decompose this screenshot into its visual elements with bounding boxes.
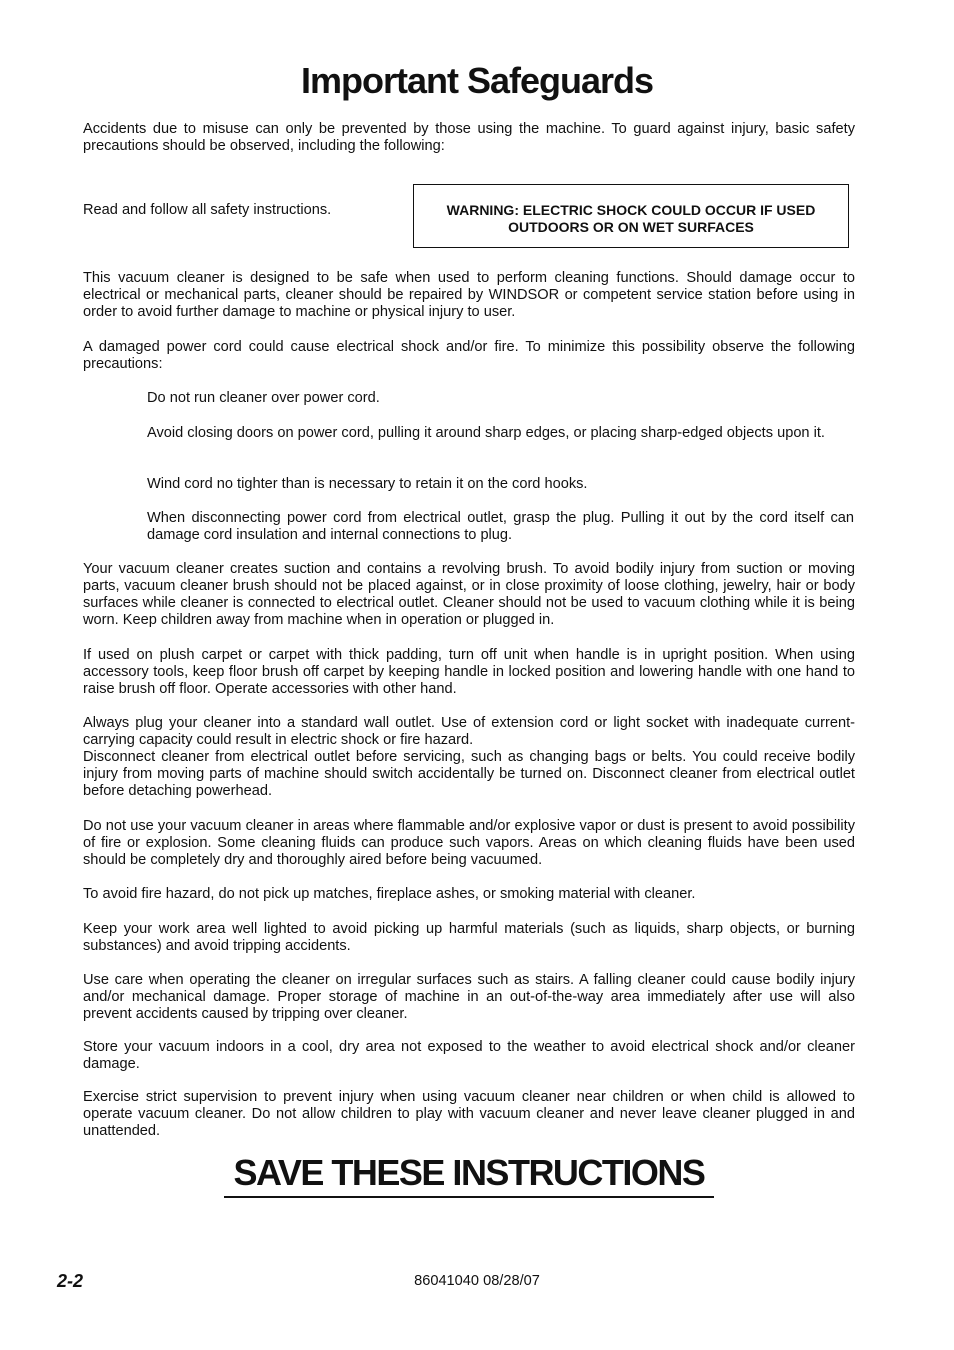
paragraph-supervision: Exercise strict supervision to prevent injury when using vacuum cleaner near children or when child is allowed to operate vacuum cleaner. Do not allow children to play with vacuum cleaner and never leave cleaner plugged in and unattended. (83, 1089, 855, 1139)
paragraph-flammable: Do not use your vacuum cleaner in areas where flammable and/or explosive vapor or dust is present to avoid possibility of fire or explosion. Some cleaning fluids can produce such vapors. Areas on which cleaning fluids have been used should be completely dry and thoroughly aired before being vacuumed. (83, 818, 855, 868)
cord-precaution-item: Do not run cleaner over power cord. (147, 390, 380, 406)
cord-precaution-item: When disconnecting power cord from electrical outlet, grasp the plug. Pulling it out by the cord itself can damage cord insulation and internal connections to plug. (147, 510, 854, 543)
document-id: 86041040 08/28/07 (414, 1273, 540, 1289)
paragraph-repair: This vacuum cleaner is designed to be safe when used to perform cleaning functions. Should damage occur to electrical or mechanical parts, cleaner should be repaired by WINDSOR or competent service station before using in order to avoid further damage to machine or physical injury to user. (83, 270, 855, 320)
paragraph-disconnect: Disconnect cleaner from electrical outlet before servicing, such as changing bags or belts. You could receive bodily injury from moving parts of machine should switch accidentally be turned on. Disconnect cleaner from electrical outlet before detaching powerhead. (83, 749, 855, 799)
read-follow-instruction: Read and follow all safety instructions. (83, 202, 332, 218)
paragraph-wall-outlet: Always plug your cleaner into a standard wall outlet. Use of extension cord or light socket with inadequate current-carrying capacity could result in electric shock or fire hazard. (83, 715, 855, 748)
page-title: Important Safeguards (300, 60, 654, 101)
paragraph-power-cord: A damaged power cord could cause electrical shock and/or fire. To minimize this possibility observe the following precautions: (83, 339, 855, 372)
paragraph-stairs: Use care when operating the cleaner on irregular surfaces such as stairs. A falling cleaner could cause bodily injury and/or mechanical damage. Proper storage of machine in an out-of-the-way area immediately after use will also prevent accidents caused by tripping over cleaner. (83, 972, 855, 1022)
page-number: 2-2 (57, 1271, 84, 1291)
paragraph-suction: Your vacuum cleaner creates suction and contains a revolving brush. To avoid bodily injury from suction or moving parts, vacuum cleaner brush should not be placed against, or in close proximity of loose clothing, jewelry, hair or body surfaces while cleaner is connected to electrical outlet. Cleaner should not be used to vacuum clothing while it is being worn. Keep children away from machine when in operation or plugged in. (83, 561, 855, 628)
warning-box: WARNING: ELECTRIC SHOCK COULD OCCUR IF USED OUTDOORS OR ON WET SURFACES (413, 184, 849, 248)
save-instructions-heading: SAVE THESE INSTRUCTIONS (224, 1152, 714, 1198)
intro-paragraph: Accidents due to misuse can only be prevented by those using the machine. To guard against injury, basic safety precautions should be observed, including the following: (83, 121, 855, 154)
cord-precaution-item: Wind cord no tighter than is necessary to retain it on the cord hooks. (147, 476, 588, 492)
paragraph-storage: Store your vacuum indoors in a cool, dry area not exposed to the weather to avoid electrical shock and/or cleaner damage. (83, 1039, 855, 1072)
paragraph-lighting: Keep your work area well lighted to avoid picking up harmful materials (such as liquids, sharp objects, or burning substances) and avoid tripping accidents. (83, 921, 855, 954)
cord-precaution-item: Avoid closing doors on power cord, pulling it around sharp edges, or placing sharp-edged objects upon it. (147, 425, 825, 441)
paragraph-fire-hazard: To avoid fire hazard, do not pick up matches, fireplace ashes, or smoking material with cleaner. (83, 886, 696, 902)
paragraph-plush-carpet: If used on plush carpet or carpet with thick padding, turn off unit when handle is in upright position. When using accessory tools, keep floor brush off carpet by keeping handle in locked position and lowering handle with one hand to raise brush off floor. Operate accessories with other hand. (83, 647, 855, 697)
